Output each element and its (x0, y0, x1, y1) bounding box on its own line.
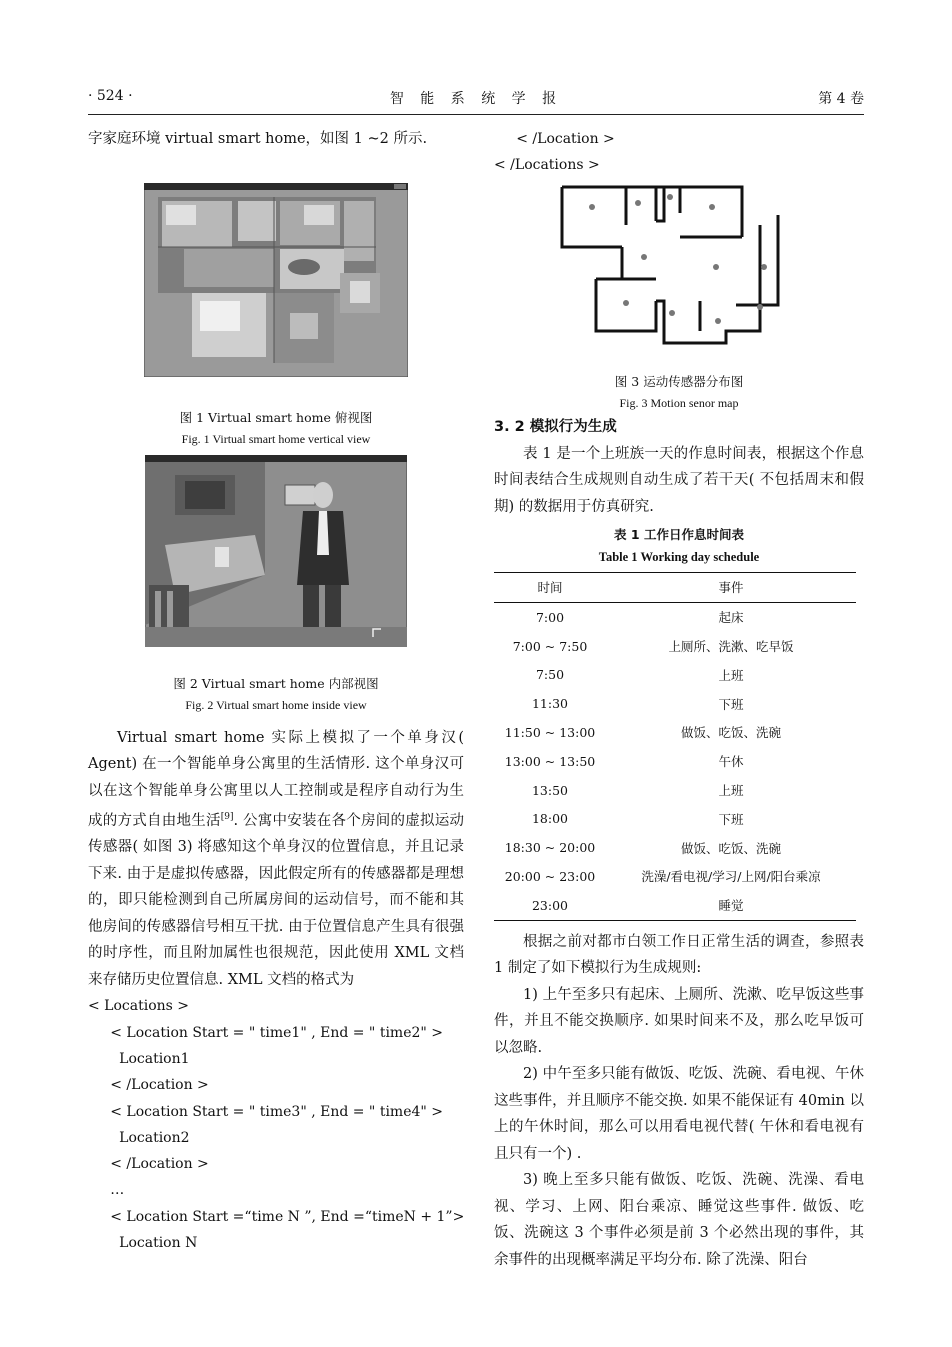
table-cell-time: 11:50 ~ 13:00 (504, 724, 596, 740)
table-cell-event: 上厕所、洗漱、吃早饭 (668, 639, 794, 655)
figure-3 (560, 185, 800, 349)
table-cell-time: 20:00 ~ 23:00 (504, 868, 596, 884)
xml-line: Location N (88, 1235, 198, 1251)
table-header-row (494, 573, 856, 603)
table-row (494, 747, 856, 776)
table-header-event: 事件 (718, 580, 744, 596)
table-cell-time: 18:00 (531, 811, 569, 827)
table-cell-time: 7:00 (535, 609, 565, 625)
rules-intro-paragraph: 根据之前对都市白领工作日正常生活的调查，参照表 1 制定了如下模拟行为生成规则: (494, 933, 864, 977)
figure-2-caption-en: Fig. 2 Virtual smart home inside view (185, 697, 367, 712)
table-cell-time: 11:30 (531, 696, 569, 712)
rule-2: 2) 中午至多只能有做饭、吃饭、洗碗、看电视、午休这些事件，并且顺序不能交换. 如果不能保证有 40min 以上的午休时间，那么可以用看电视代替( 午休和看电视有且只有一个) . (494, 1066, 864, 1162)
figure-3-caption-en: Fig. 3 Motion senor map (619, 395, 739, 410)
xml-line: < Locations > (88, 998, 190, 1015)
figure-3-caption-cn: 图 3 运动传感器分布图 (614, 373, 744, 389)
table-caption-en: Table 1 Working day schedule (598, 550, 760, 565)
xml-listing (88, 993, 464, 1256)
table-cell-event: 起床 (718, 610, 744, 626)
intro-line: 字家庭环境 virtual smart home，如图 1 ~2 所示. (88, 131, 428, 147)
table-row (494, 689, 856, 718)
running-header (88, 88, 864, 114)
table-cell-event: 上班 (718, 783, 744, 799)
xml-line: < /Location > (88, 1077, 209, 1094)
figure-1-vertical-view-image (144, 183, 408, 377)
header-rule (88, 114, 864, 115)
table-cell-time: 7:50 (535, 667, 565, 683)
figure-2-caption-cn: 图 2 Virtual smart home 内部视图 (173, 675, 379, 691)
right-column (494, 126, 864, 1273)
left-column (88, 126, 464, 1256)
section-paragraph: 表 1 是一个上班族一天的作息时间表，根据这个作息时间表结合生成规则自动生成了若干天( 不包括周末和假期) 的数据用于仿真研究. (494, 445, 864, 515)
table-cell-time: 13:50 (531, 782, 569, 798)
table-cell-time: 7:00 ~ 7:50 (512, 638, 588, 654)
xml-line: Location2 (88, 1129, 190, 1146)
figure-2-inside-view-image (145, 455, 407, 647)
table-caption-cn: 表 1 工作日作息时间表 (614, 527, 744, 543)
table-cell-time: 13:00 ~ 13:50 (504, 753, 596, 769)
journal-title: 智 能 系 统 学 报 (389, 91, 563, 107)
figure-1-caption-cn: 图 1 Virtual smart home 俯视图 (179, 409, 373, 425)
volume-label: 第 4 卷 (818, 91, 864, 107)
xml-line: < /Location > (494, 131, 615, 147)
table-cell-event: 上班 (718, 667, 744, 683)
xml-line: < Location Start =“time N ”, End =“timeN + 1”> (88, 1208, 465, 1225)
xml-line: … (88, 1182, 125, 1199)
xml-line: Location1 (88, 1050, 190, 1067)
table-cell-event: 睡觉 (718, 898, 744, 914)
table-row (494, 891, 856, 920)
table-header-time: 时间 (537, 580, 563, 596)
table-row (494, 776, 856, 805)
figure-1 (144, 183, 408, 449)
table-cell-time: 18:30 ~ 20:00 (504, 840, 596, 856)
figure-1-caption-en: Fig. 1 Virtual smart home vertical view (181, 431, 371, 446)
xml-line: < /Location > (88, 1156, 209, 1173)
xml-line: < Location Start = " time1" , End = " time2" > (88, 1024, 444, 1041)
table-cell-event: 下班 (718, 811, 744, 827)
page-number: · 524 · (88, 88, 133, 104)
section-title: 3. 2 模拟行为生成 (494, 418, 617, 435)
schedule-table (494, 572, 856, 921)
table-cell-time: 23:00 (531, 897, 569, 913)
figure-2 (145, 455, 407, 715)
xml-line: < /Locations > (494, 157, 600, 174)
table-row (494, 718, 856, 747)
table-row (494, 862, 856, 891)
table-cell-event: 做饭、吃饭、洗碗 (680, 725, 781, 741)
rule-3: 3) 晚上至多只能有做饭、吃饭、洗碗、洗澡、看电视、学习、上网、阳台乘凉、睡觉这些事件. 做饭、吃饭、洗碗这 3 个事件必须是前 3 个必然出现的事件，其余事件的出现概率满足平均分布. 除了洗澡、阳台 (494, 1172, 864, 1268)
table-row (494, 632, 856, 661)
table-row (494, 833, 856, 862)
rule-1: 1) 上午至多只有起床、上厕所、洗漱、吃早饭这些事件，并且不能交换顺序. 如果时间来不及，那么吃早饭可以忽略. (494, 986, 864, 1056)
xml-line: < Location Start = " time3" , End = " time4" > (88, 1103, 444, 1120)
table-cell-event: 做饭、吃饭、洗碗 (680, 840, 781, 856)
figure-3-sensor-map (560, 185, 800, 345)
table-row (494, 804, 856, 833)
table-row (494, 602, 856, 631)
body-paragraph: Virtual smart home 实际上模拟了一个单身汉( Agent) 在一个智能单身公寓里的生活情形. 这个单身汉可以在这个智能单身公寓里以人工控制或是程序自动行为生成的方式自由地生活[9]. 公寓中安装在各个房间的虚拟运动传感器( 如图 3) 将感知这个单身汉的位置信息，并且记录下来. 由于是虚拟传感器，因此假定所有的传感器都是理想的，即只能检测到自己所属房间的运动信号，而不能和其他房间的传感器信号相互干扰. 由于位置信息产生具有很强的时序性，而且附加属性也很规范，因此使用 XML 文档来存储历史位置信息. XML 文档的格式为 (88, 729, 465, 988)
table-cell-event: 洗澡/看电视/学习/上网/阳台乘凉 (641, 869, 821, 885)
table-row (494, 660, 856, 689)
table-cell-event: 下班 (718, 696, 744, 712)
table-cell-event: 午休 (718, 754, 744, 770)
